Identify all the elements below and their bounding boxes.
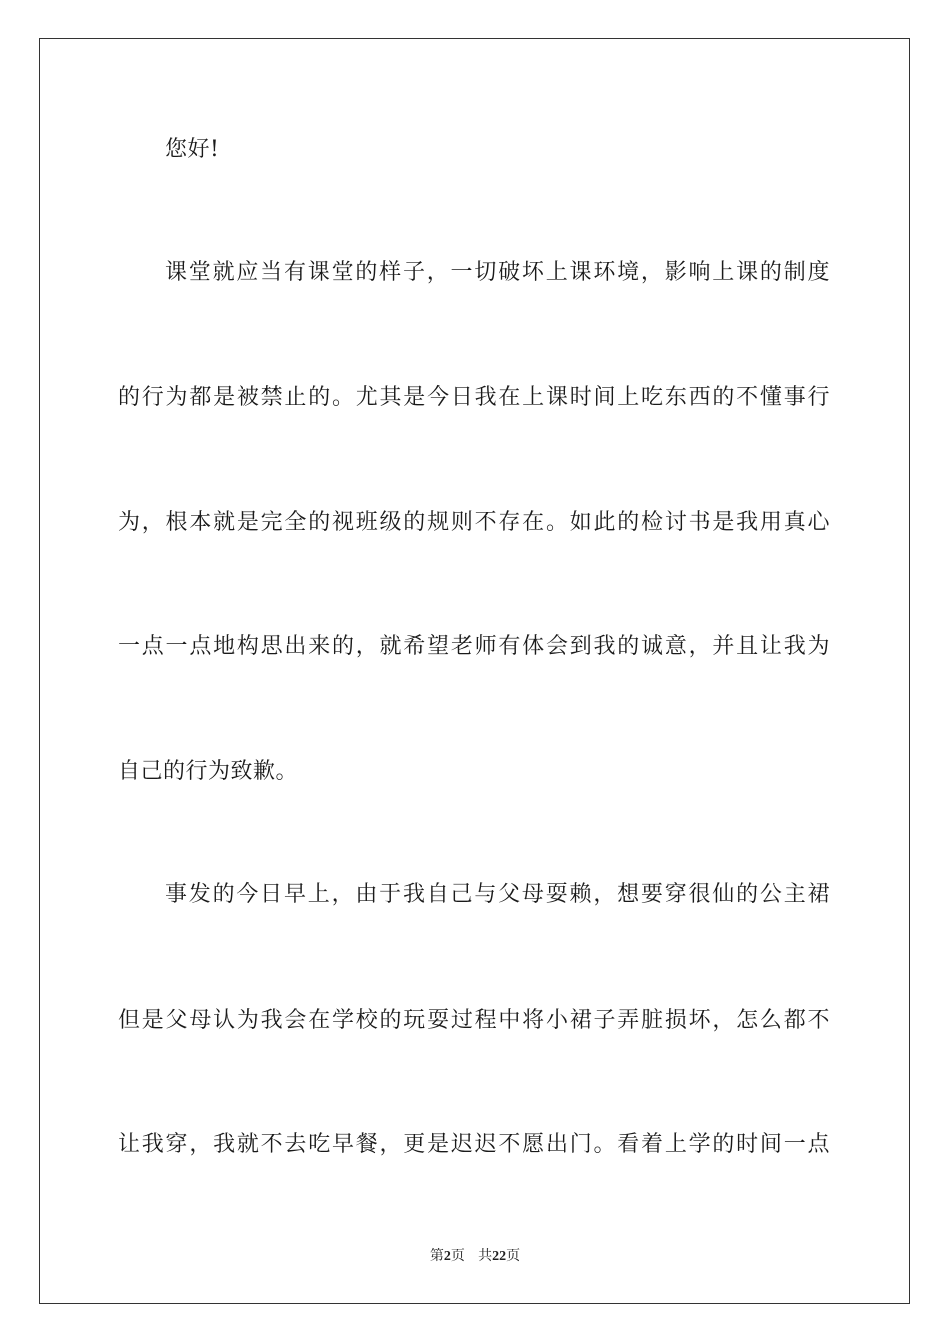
total-prefix: 共 xyxy=(478,1248,493,1264)
paragraph-1-line-5: 自己的行为致歉。 xyxy=(118,759,299,784)
total-suffix: 页 xyxy=(506,1248,521,1264)
greeting-line: 您好! xyxy=(165,137,220,162)
paragraph-1-line-2: 的行为都是被禁止的。尤其是今日我在上课时间上吃东西的不懂事行 xyxy=(118,385,830,410)
page-number: 2 xyxy=(443,1249,451,1264)
page-prefix: 第 xyxy=(429,1248,444,1264)
page-border xyxy=(39,38,910,1304)
page-footer xyxy=(0,1246,950,1267)
paragraph-2-line-3: 让我穿，我就不去吃早餐，更是迟迟不愿出门。看着上学的时间一点 xyxy=(118,1132,830,1157)
paragraph-2-line-1: 事发的今日早上，由于我自己与父母耍赖，想要穿很仙的公主裙 xyxy=(165,882,830,907)
paragraph-1-line-1: 课堂就应当有课堂的样子，一切破坏上课环境，影响上课的制度 xyxy=(165,260,830,285)
paragraph-2-line-2: 但是父母认为我会在学校的玩耍过程中将小裙子弄脏损坏，怎么都不 xyxy=(118,1008,830,1033)
paragraph-1-line-4: 一点一点地构思出来的，就希望老师有体会到我的诚意，并且让我为 xyxy=(118,634,830,659)
page-suffix: 页 xyxy=(450,1248,465,1264)
paragraph-1-line-3: 为，根本就是完全的视班级的规则不存在。如此的检讨书是我用真心 xyxy=(118,510,830,535)
total-pages: 22 xyxy=(492,1249,507,1264)
